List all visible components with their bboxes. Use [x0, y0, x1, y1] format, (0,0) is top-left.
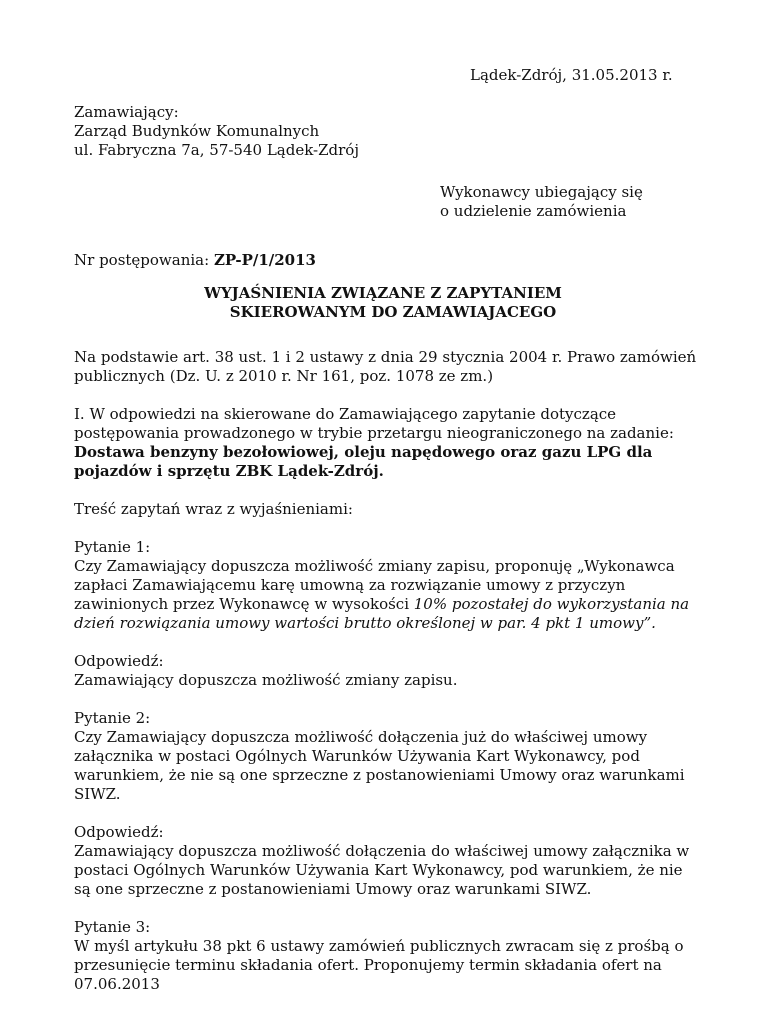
answer-1-line-1: Zamawiający dopuszcza możliwość zmiany zapisu.	[74, 671, 458, 689]
case-number-label: Nr postępowania:	[74, 251, 214, 269]
question-1-line-2: zapłaci Zamawiającemu karę umowną za rozwiązanie umowy z przyczyn	[74, 576, 626, 594]
question-3-line-2: przesunięcie terminu składania ofert. Proponujemy termin składania ofert na	[74, 956, 662, 974]
date-text: Lądek-Zdrój, 31.05.2013 r.	[470, 66, 673, 84]
question-1-line-3	[74, 595, 704, 614]
qa-intro-text: Treść zapytań wraz z wyjaśnieniami:	[74, 500, 353, 518]
answer-1-label: Odpowiedź:	[74, 652, 164, 670]
intro-line-1: I. W odpowiedzi na skierowane do Zamawiającego zapytanie dotyczące	[74, 405, 617, 423]
question-1-label: Pytanie 1:	[74, 538, 151, 556]
question-2-label: Pytanie 2:	[74, 709, 151, 727]
answer-1	[74, 652, 704, 690]
ordering-party-label: Zamawiający:	[74, 103, 179, 121]
answer-2-line-1: Zamawiający dopuszcza możliwość dołączenia do właściwej umowy załącznika w	[74, 842, 690, 860]
question-1	[74, 538, 704, 633]
question-3-line-3: 07.06.2013	[74, 975, 160, 993]
question-2	[74, 709, 704, 804]
legal-basis-line-2: publicznych (Dz. U. z 2010 r. Nr 161, poz. 1078 ze zm.)	[74, 367, 494, 385]
task-name-line-1: Dostawa benzyny bezołowiowej, oleju napędowego oraz gazu LPG dla	[74, 443, 653, 461]
ordering-party-block	[74, 103, 359, 160]
answer-2-label: Odpowiedź:	[74, 823, 164, 841]
ordering-party-address: ul. Fabryczna 7a, 57-540 Lądek-Zdrój	[74, 141, 359, 159]
question-1-line-1: Czy Zamawiający dopuszcza możliwość zmiany zapisu, proponuję „Wykonawca	[74, 557, 675, 575]
title-line-2: SKIEROWANYM DO ZAMAWIAJACEGO	[229, 303, 557, 321]
answer-2-line-3: są one sprzeczne z postanowieniami Umowy oraz warunkami SIWZ.	[74, 880, 592, 898]
title-line-1: WYJAŚNIENIA ZWIĄZANE Z ZAPYTANIEM	[204, 284, 562, 302]
addressee-block	[440, 183, 643, 221]
answer-2	[74, 823, 704, 899]
intro-line-2: postępowania prowadzonego w trybie przetargu nieograniczonego na zadanie:	[74, 424, 674, 442]
question-2-line-2: załącznika w postaci Ogólnych Warunków Używania Kart Wykonawcy, pod	[74, 747, 640, 765]
question-1-line-3-normal: zawinionych przez Wykonawcę w wysokości	[74, 595, 414, 613]
legal-basis-paragraph	[74, 348, 704, 386]
question-3-label: Pytanie 3:	[74, 918, 151, 936]
question-2-line-4: SIWZ.	[74, 785, 121, 803]
addressee-line-2: o udzielenie zamówienia	[440, 202, 627, 220]
task-name-line-2: pojazdów i sprzętu ZBK Lądek-Zdrój.	[74, 462, 384, 480]
answer-2-line-2: postaci Ogólnych Warunków Używania Kart Wykonawcy, pod warunkiem, że nie	[74, 861, 683, 879]
question-1-line-4: dzień rozwiązania umowy wartości brutto określonej w par. 4 pkt 1 umowy”.	[74, 614, 656, 632]
qa-intro-paragraph	[74, 500, 704, 519]
question-2-line-3: warunkiem, że nie są one sprzeczne z postanowieniami Umowy oraz warunkami	[74, 766, 685, 784]
question-2-line-1: Czy Zamawiający dopuszcza możliwość dołączenia już do właściwej umowy	[74, 728, 648, 746]
legal-basis-line-1: Na podstawie art. 38 ust. 1 i 2 ustawy z dnia 29 stycznia 2004 r. Prawo zamówień	[74, 348, 697, 366]
case-number-line	[74, 251, 316, 270]
document-date	[470, 66, 673, 85]
ordering-party-name: Zarząd Budynków Komunalnych	[74, 122, 320, 140]
intro-paragraph	[74, 405, 704, 481]
document-title	[74, 284, 692, 322]
case-number-value: ZP-P/1/2013	[213, 251, 316, 269]
question-3	[74, 918, 704, 994]
question-3-line-1: W myśl artykułu 38 pkt 6 ustawy zamówień publicznych zwracam się z prośbą o	[74, 937, 684, 955]
question-1-line-3-italic: 10% pozostałej do wykorzystania na	[413, 595, 690, 613]
document-body	[74, 348, 704, 1013]
addressee-line-1: Wykonawcy ubiegający się	[440, 183, 643, 201]
